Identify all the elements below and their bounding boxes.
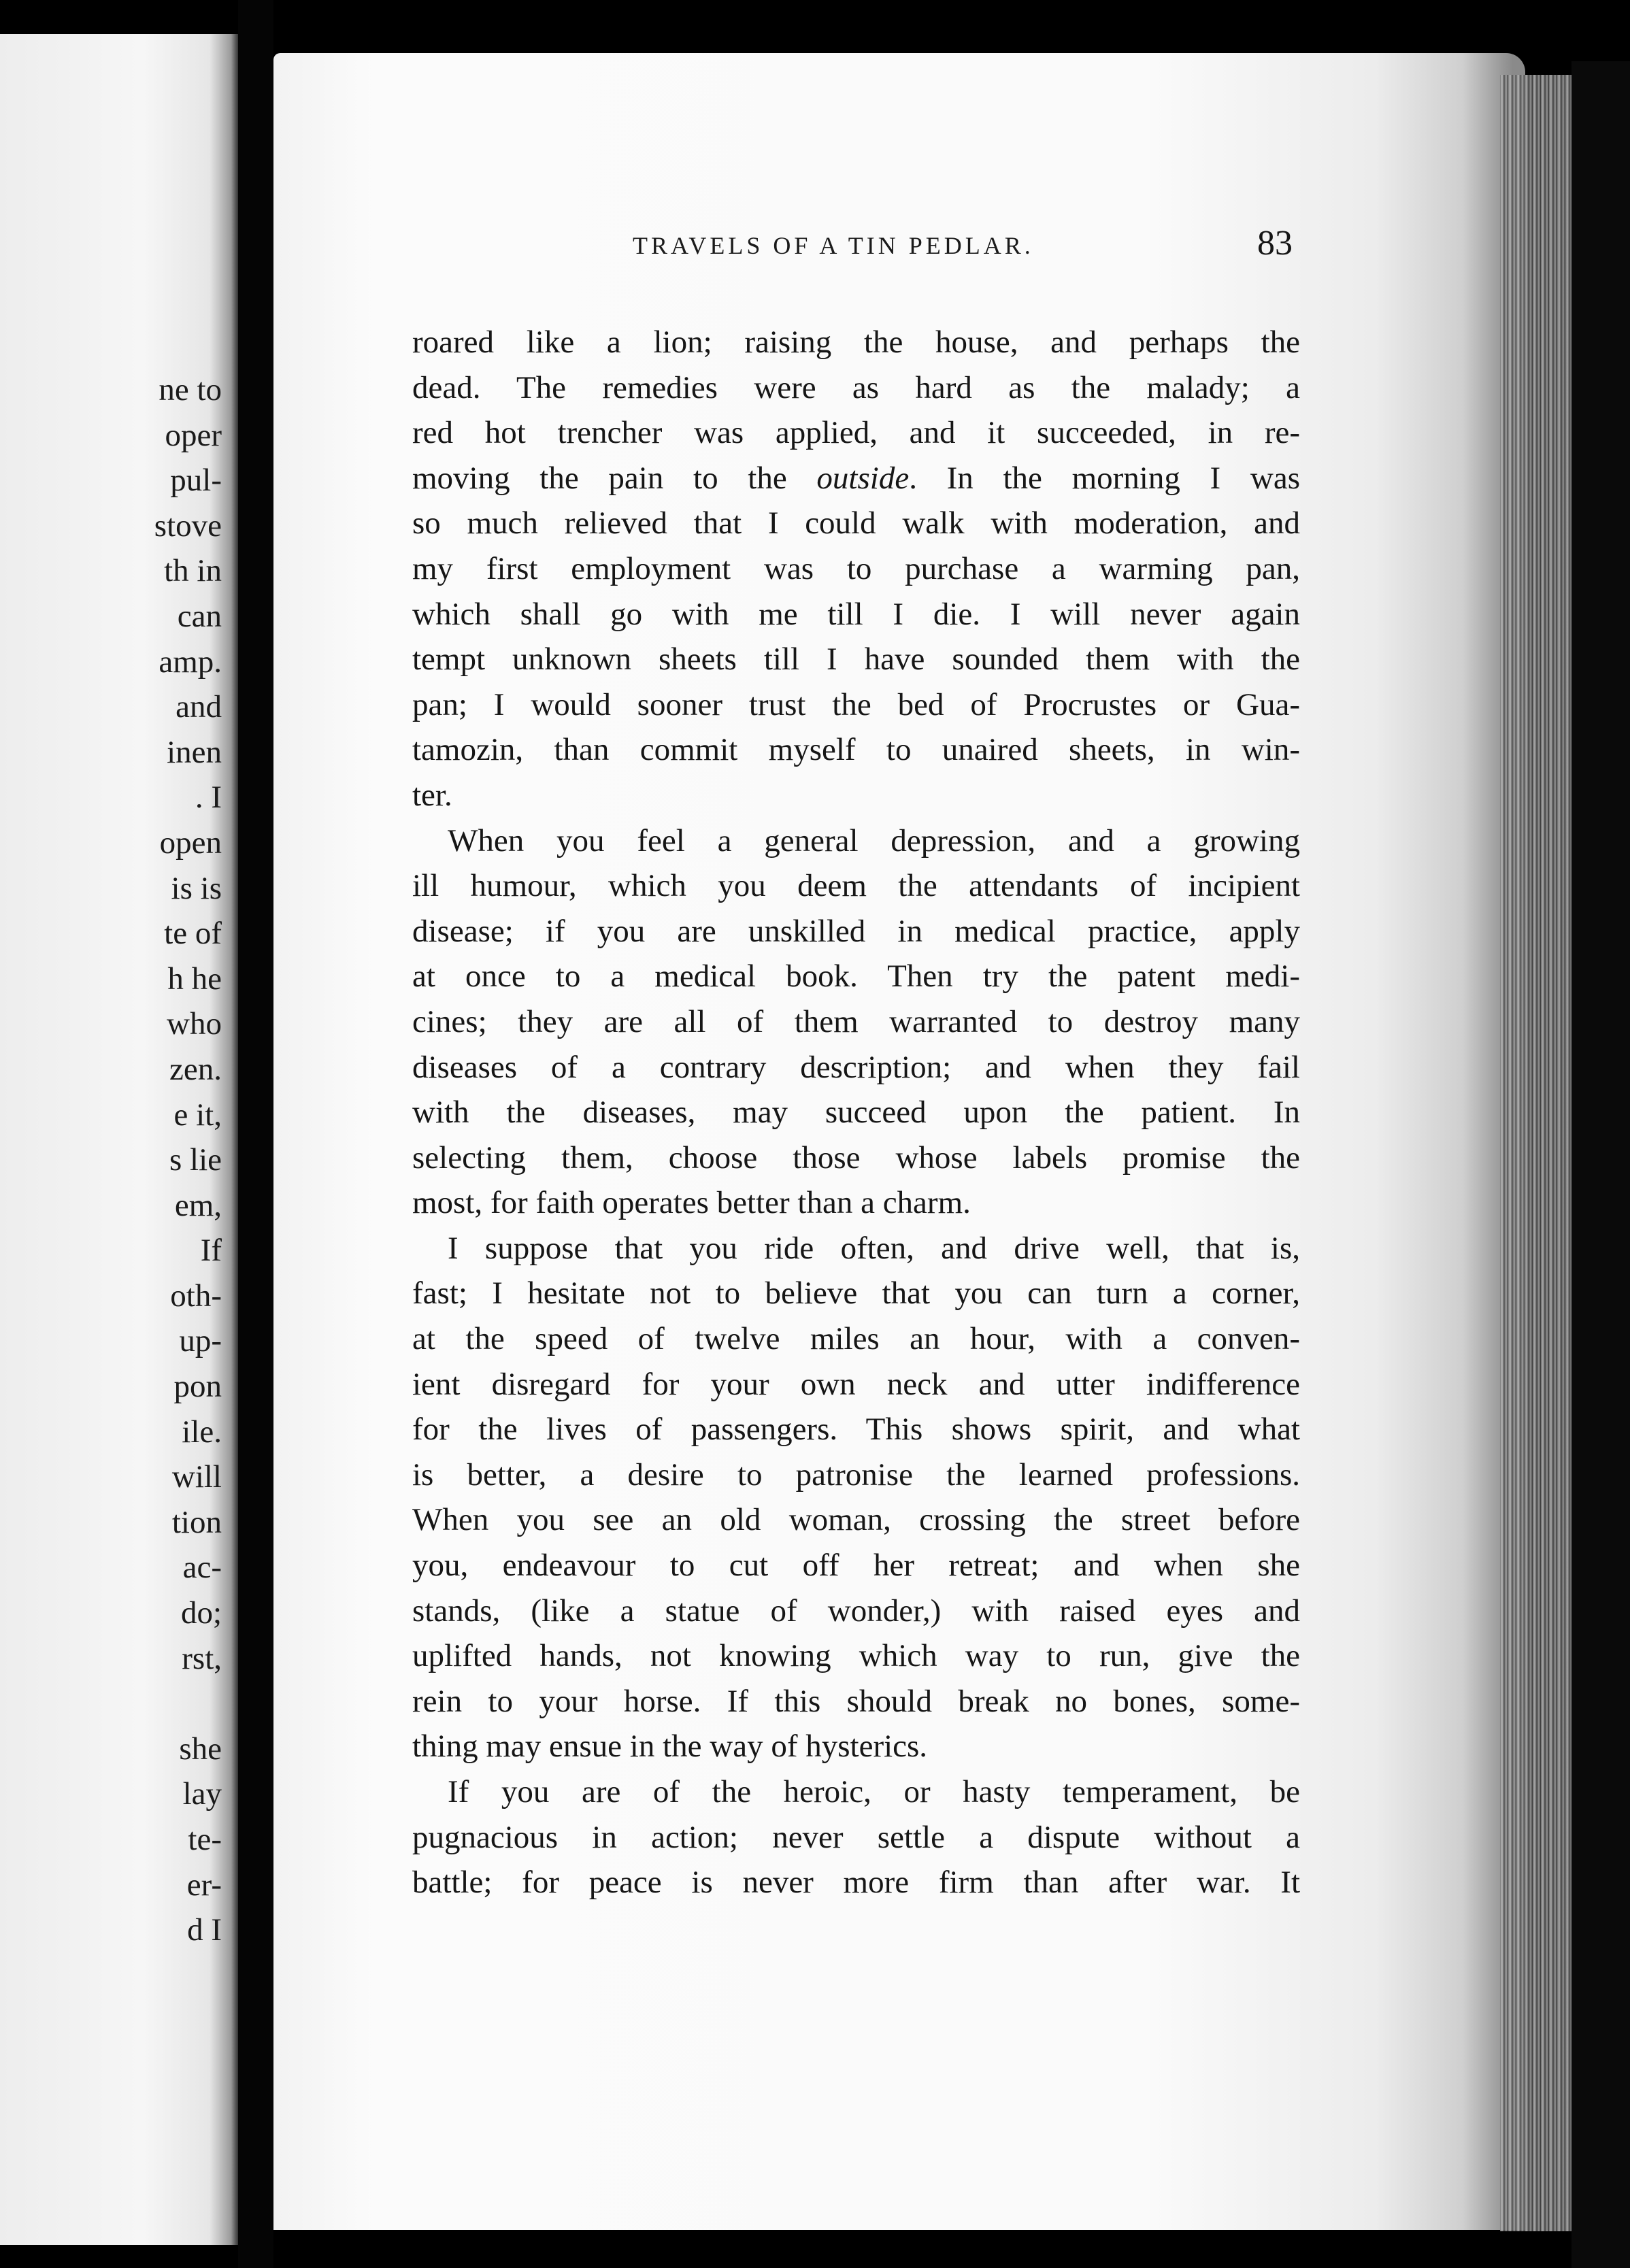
fragment-line: zen. <box>169 1051 222 1087</box>
fragment-line: pul- <box>170 463 222 499</box>
fragment-line: inen <box>167 734 222 770</box>
text-line: cines; they are all of them warranted to destroy many <box>412 1003 1300 1039</box>
text-line: tamozin, than commit myself to unaired sheets, in win- <box>412 732 1300 768</box>
fragment-line: open <box>159 824 222 861</box>
text-line: ient disregard for your own neck and utter indifference <box>412 1366 1300 1402</box>
body-text <box>412 320 1300 1905</box>
fragment-line: up- <box>179 1323 222 1359</box>
text-line: at the speed of twelve miles an hour, with a conven- <box>412 1321 1300 1357</box>
fragment-line: er- <box>186 1867 222 1903</box>
text-line: thing may ensue in the way of hysterics. <box>412 1729 928 1765</box>
fragment-line: h he <box>167 961 222 997</box>
text-line: red hot trencher was applied, and it succeeded, in re- <box>412 415 1300 451</box>
fragment-line: who <box>167 1006 222 1042</box>
fragment-line: tion <box>171 1504 222 1540</box>
fragment-line: If <box>200 1233 222 1269</box>
fragment-line: ile. <box>182 1414 222 1450</box>
text-line: for the lives of passengers. This shows spirit, and what <box>412 1412 1300 1448</box>
text-line: so much relieved that I could walk with moderation, and <box>412 505 1300 541</box>
fragment-line: stove <box>154 507 222 544</box>
text-line: at once to a medical book. Then try the patent medi- <box>412 958 1300 995</box>
fragment-line: and <box>176 689 222 725</box>
text-line: pugnacious in action; never settle a dispute without a <box>412 1819 1300 1855</box>
text-line: selecting them, choose those whose labels promise the <box>412 1139 1300 1175</box>
fragment-line: do; <box>180 1595 222 1631</box>
fragment-line: . I <box>195 780 222 816</box>
text-line: moving the pain to the outside. In the morning I was <box>412 460 1300 496</box>
text-line: diseases of a contrary description; and when they fail <box>412 1049 1300 1085</box>
fragment-line: em, <box>174 1187 222 1223</box>
text-line: If you are of the heroic, or hasty temperament, be <box>448 1774 1300 1810</box>
text-line: you, endeavour to cut off her retreat; and when she <box>412 1548 1300 1584</box>
text-line: ill humour, which you deem the attendants of incipient <box>412 868 1300 904</box>
page-number: 83 <box>1257 224 1293 263</box>
fragment-line: rst, <box>182 1640 222 1676</box>
fragment-line: amp. <box>159 644 222 680</box>
text-line: roared like a lion; raising the house, and perhaps the <box>412 324 1300 360</box>
page-edges <box>1500 75 1582 2231</box>
fragment-line: e it, <box>173 1097 222 1133</box>
text-line: ter. <box>412 777 452 813</box>
text-line: I suppose that you ride often, and drive well, that is, <box>448 1230 1300 1266</box>
text-line: tempt unknown sheets till I have sounded them with the <box>412 641 1300 678</box>
text-line: is better, a desire to patronise the learned professions. <box>412 1456 1300 1492</box>
fragment-line: will <box>171 1459 222 1495</box>
text-line: uplifted hands, not knowing which way to run, give the <box>412 1638 1300 1674</box>
fragment-line: ne to <box>159 372 222 407</box>
fragment-line: te of <box>164 916 222 952</box>
fragment-line: oper <box>165 417 222 453</box>
text-line: my first employment was to purchase a warming pan, <box>412 550 1300 586</box>
book-cover-edge <box>1571 61 1630 2268</box>
fragment-line <box>154 1681 222 1727</box>
fragment-line: lay <box>182 1776 222 1812</box>
previous-page-text <box>154 367 222 1953</box>
text-line: When you see an old woman, crossing the street before <box>412 1502 1300 1538</box>
fragment-line: is is <box>171 870 222 906</box>
text-line: stands, (like a statue of wonder,) with raised eyes and <box>412 1592 1300 1629</box>
fragment-line: oth- <box>170 1278 222 1314</box>
fragment-line: s lie <box>169 1142 222 1178</box>
fragment-line: ac- <box>182 1550 222 1586</box>
text-line: fast; I hesitate not to believe that you can turn a corner, <box>412 1275 1300 1312</box>
text-line: which shall go with me till I die. I will never again <box>412 596 1300 632</box>
fragment-line: te- <box>188 1822 222 1857</box>
fragment-line: pon <box>173 1369 222 1405</box>
text-line: battle; for peace is never more firm than after war. It <box>412 1865 1300 1901</box>
text-line: with the diseases, may succeed upon the patient. In <box>412 1095 1300 1131</box>
fragment-line: can <box>177 598 222 634</box>
fragment-line: d I <box>187 1912 222 1948</box>
text-line: dead. The remedies were as hard as the malady; a <box>412 369 1300 405</box>
text-line: pan; I would sooner trust the bed of Procrustes or Gua- <box>412 686 1300 722</box>
previous-page-fragment <box>0 34 238 2245</box>
text-line: rein to your horse. If this should break no bones, some- <box>412 1683 1300 1719</box>
fragment-line: she <box>179 1731 222 1767</box>
text-line: When you feel a general depression, and a growing <box>448 822 1300 858</box>
text-line: disease; if you are unskilled in medical practice, apply <box>412 913 1300 949</box>
text-line: most, for faith operates better than a charm. <box>412 1185 971 1221</box>
fragment-line: th in <box>164 553 222 589</box>
book-gutter <box>238 0 273 2268</box>
running-title: TRAVELS OF A TIN PEDLAR. <box>633 232 1034 259</box>
